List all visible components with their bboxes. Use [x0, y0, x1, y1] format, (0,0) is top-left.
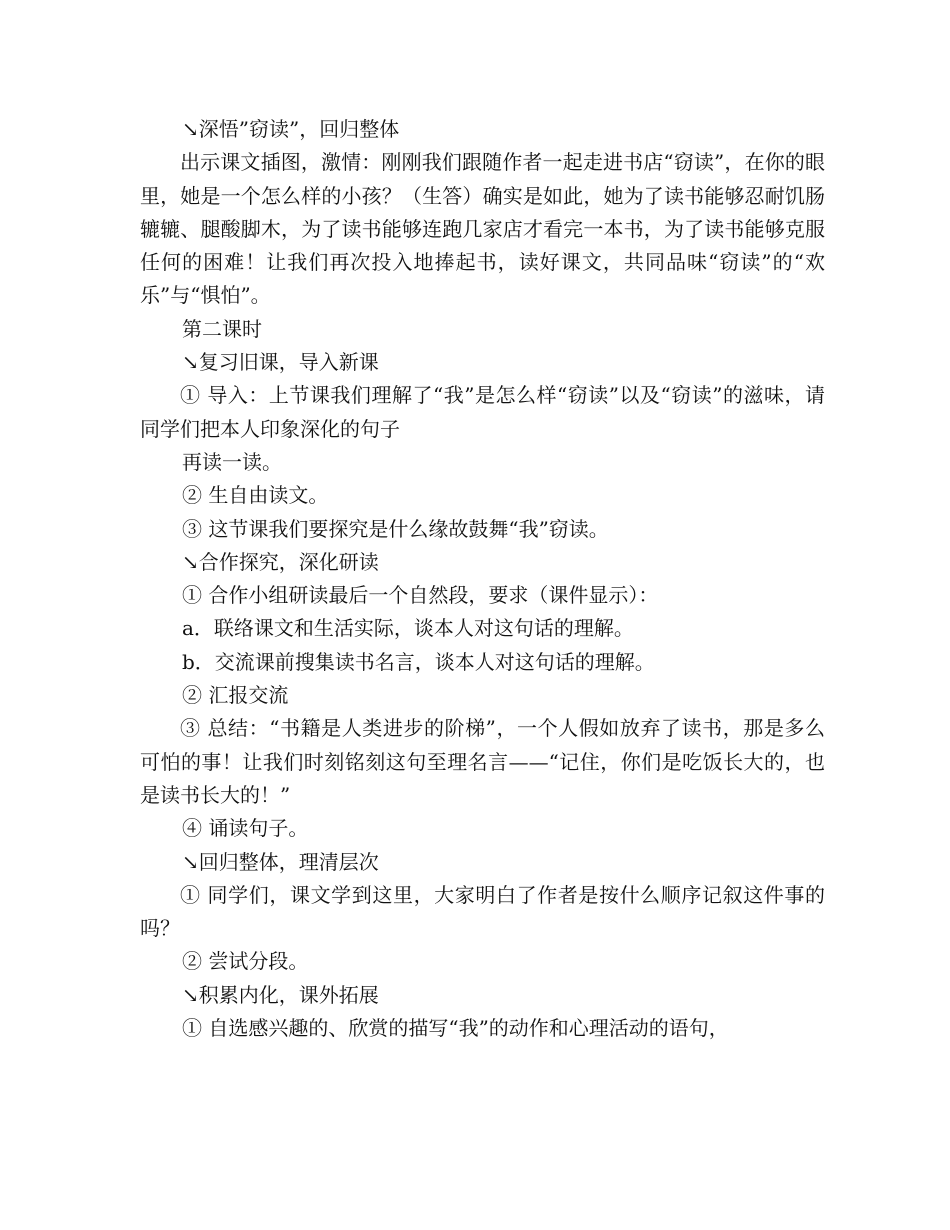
numbered-item: ① 自选感兴趣的、欣赏的描写“我”的动作和心理活动的语句， [182, 1016, 729, 1041]
numbered-item: ① 同学们，课文学到这里，大家明白了作者是按什么顺序记叙这件事的吗？ [140, 882, 825, 941]
section-heading: ↘回归整体，理清层次 [182, 849, 379, 874]
section-heading: ↘深悟”窃读”，回归整体 [182, 117, 400, 141]
section-heading: ↘积累内化，课外拓展 [182, 982, 379, 1007]
numbered-item: ② 尝试分段。 [182, 949, 309, 974]
numbered-item: ③ 这节课我们要探究是什么缘故鼓舞“我”窃读。 [182, 516, 609, 541]
numbered-item: ① 合作小组研读最后一个自然段，要求（课件显示）： [182, 583, 659, 608]
numbered-item: ② 生自由读文。 [182, 483, 329, 508]
lettered-item: b．交流课前搜集读书名言，谈本人对这句话的理解。 [182, 649, 655, 674]
numbered-item: ② 汇报交流 [182, 683, 289, 708]
numbered-item: ④ 诵读句子。 [182, 816, 309, 841]
section-heading: ↘复习旧课，导入新课 [182, 350, 379, 375]
paragraph: 出示课文插图，激情：刚刚我们跟随作者一起走进书店“窃读”，在你的眼里，她是一个怎么样的小孩？（生答）确实是如此，她为了读书能够忍耐饥肠辘辘、腿酸脚木，为了读书能够连跑几家店才看完一本书，为了读书能够克服任何的困难！让我们再次投入地捧起书，读好课文，共同品味“窃读”的“欢乐”与“惧怕”。 [140, 150, 825, 308]
paragraph: 再读一读。 [182, 449, 282, 474]
document-body [140, 113, 825, 1045]
numbered-item: ③ 总结：“书籍是人类进步的阶梯”，一个人假如放弃了读书，那是多么可怕的事！让我们时刻铭刻这句至理名言——“记住，你们是吃饭长大的，也是读书长大的！” [140, 716, 825, 807]
numbered-item: ① 导入：上节课我们理解了“我”是怎么样“窃读”以及“窃读”的滋味，请同学们把本人印象深化的句子 [140, 383, 825, 441]
lettered-item: a．联络课文和生活实际，谈本人对这句话的理解。 [182, 616, 634, 641]
section-heading: ↘合作探究，深化研读 [182, 549, 379, 574]
lesson-heading: 第二课时 [182, 316, 262, 341]
